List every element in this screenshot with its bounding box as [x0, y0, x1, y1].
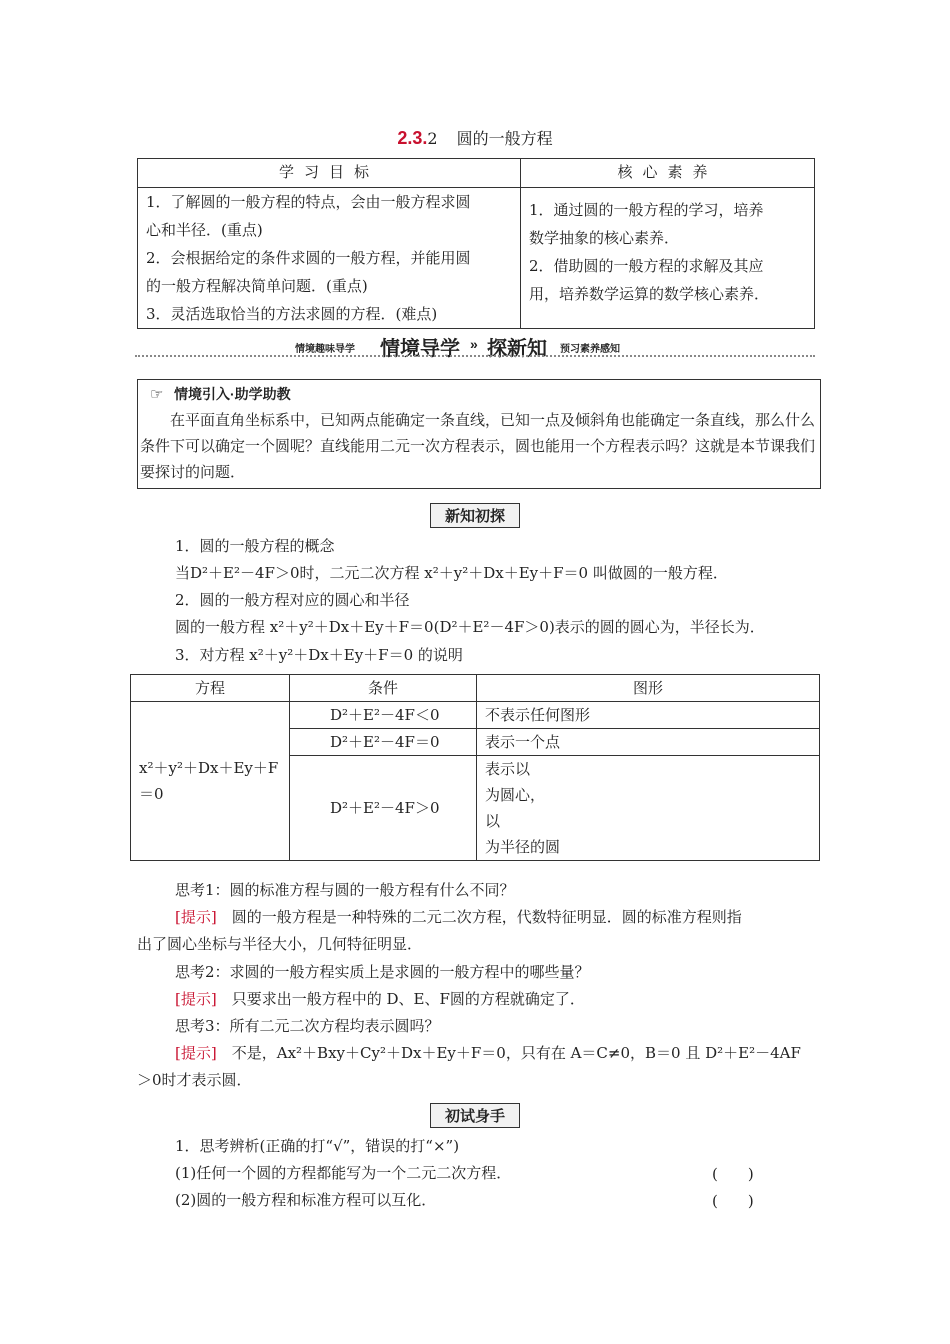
trial-instruction: 1．思考辨析(正确的打“√”，错误的打“×”) [175, 1137, 460, 1155]
objective-line: 心和半径．(重点) [146, 221, 263, 239]
think-3-question: 思考3：所有二元二次方程均表示圆吗？ [175, 1017, 440, 1035]
shape-line: 以 [485, 812, 501, 830]
cond-row-2-condition: D²＋E²－4F＝0 [290, 729, 477, 756]
think-1-question: 思考1：圆的标准方程与圆的一般方程有什么不同？ [175, 881, 515, 899]
objective-line: 1．了解圆的一般方程的特点，会由一般方程求圆 [146, 193, 471, 211]
objective-line: 2．会根据给定的条件求圆的一般方程，并能用圆 [146, 249, 471, 267]
intro-text: 在平面直角坐标系中，已知两点能确定一条直线，已知一点及倾斜角也能确定一条直线，那么什么条件下可以确定一个圆呢？直线能用二元一次方程表示，圆也能用一个方程表示吗？这就是本节课我们要探讨的问题． [140, 411, 816, 481]
concept-heading: 1．圆的一般方程的概念 [175, 537, 335, 555]
objectives-header-right: 核心素养 [521, 159, 815, 188]
center-radius-heading: 2．圆的一般方程对应的圆心和半径 [175, 591, 410, 609]
think-3-answer-text: 不是，Ax²＋Bxy＋Cy²＋Dx＋Ey＋F＝0，只有在 A＝C≠0，B＝0 且 D²＋E²－4AF [231, 1044, 801, 1062]
hand-icon: ☞ [150, 385, 164, 403]
cond-header-condition: 条件 [290, 675, 477, 702]
objectives-table [137, 158, 815, 329]
cond-row-3-shape [477, 756, 820, 861]
objectives-right-cell [521, 188, 815, 329]
shape-line: 为圆心， [485, 786, 546, 804]
new-knowledge-heading-wrap [0, 503, 950, 528]
objective-line: 的一般方程解决简单问题．(重点) [146, 277, 368, 295]
section-banner [135, 330, 815, 358]
banner-left-label: 情境趣味导学 [295, 344, 355, 355]
new-knowledge-heading: 新知初探 [430, 503, 520, 528]
section-title-text: 圆的一般方程 [456, 129, 553, 148]
answer-blank-2[interactable]: ( ) [712, 1192, 754, 1210]
cond-row-2-shape: 表示一个点 [477, 729, 820, 756]
concept-text: 当D²＋E²－4F＞0时，二元二次方程 x²＋y²＋Dx＋Ey＋F＝0 叫做圆的一般方程． [175, 564, 728, 582]
intro-heading: 情境引入·助学助教 [174, 386, 291, 402]
cond-equation-cell [131, 702, 290, 861]
center-radius-text: 圆的一般方程 x²＋y²＋Dx＋Ey＋F＝0(D²＋E²－4F＞0)表示的圆的圆心为，半径长为． [175, 618, 765, 636]
trial-item-1: (1)任何一个圆的方程都能写为一个二元二次方程． [175, 1164, 512, 1182]
equation-line: ＝0 [139, 785, 164, 803]
literacy-line: 数学抽象的核心素养． [529, 229, 680, 247]
objective-line: 3．灵活选取恰当的方法求圆的方程．(难点) [146, 305, 438, 323]
literacy-line: 用，培养数学运算的数学核心素养． [529, 285, 770, 303]
section-title [0, 126, 950, 149]
think-2-question: 思考2：求圆的一般方程实质上是求圆的一般方程中的哪些量？ [175, 963, 590, 981]
section-number: 2.3. [397, 128, 428, 148]
condition-table [130, 674, 820, 861]
objectives-left-cell [138, 188, 521, 329]
think-2-answer [175, 989, 585, 1009]
think-3-answer-cont: ＞0时才表示圆． [137, 1071, 252, 1089]
think-1-answer-text: 圆的一般方程是一种特殊的二元二次方程，代数特征明显．圆的标准方程则指 [231, 908, 742, 926]
think-3-answer [175, 1043, 801, 1063]
literacy-line: 2．借助圆的一般方程的求解及其应 [529, 257, 764, 275]
trial-heading: 初试身手 [430, 1103, 520, 1128]
banner-title-1: 情境导学 [380, 338, 460, 360]
trial-item-2: (2)圆的一般方程和标准方程可以互化． [175, 1191, 437, 1209]
answer-blank-1[interactable]: ( ) [712, 1165, 754, 1183]
section-subnumber: 2 [427, 129, 438, 148]
cond-header-equation: 方程 [131, 675, 290, 702]
think-1-answer-cont: 出了圆心坐标与半径大小，几何特征明显． [137, 935, 423, 953]
trial-heading-wrap [0, 1103, 950, 1128]
banner-divider [135, 355, 815, 357]
hint-tag: [提示] [175, 1044, 217, 1062]
chevron-icon: » [470, 336, 478, 352]
think-2-answer-text: 只要求出一般方程中的 D、E、F圆的方程就确定了． [231, 990, 585, 1008]
shape-line: 为半径的圆 [485, 838, 561, 856]
cond-row-1-condition: D²＋E²－4F＜0 [290, 702, 477, 729]
equation-line: x²＋y²＋Dx＋Ey＋F [139, 759, 279, 777]
cond-header-shape: 图形 [477, 675, 820, 702]
banner-right-label: 预习素养感知 [560, 344, 620, 355]
shape-line: 表示以 [485, 760, 531, 778]
cond-row-1-shape: 不表示任何图形 [477, 702, 820, 729]
hint-tag: [提示] [175, 990, 217, 1008]
hint-tag: [提示] [175, 908, 217, 926]
equation-note-heading: 3．对方程 x²＋y²＋Dx＋Ey＋F＝0 的说明 [175, 646, 463, 664]
banner-title-2: 探新知 [487, 338, 547, 360]
cond-row-3-condition: D²＋E²－4F＞0 [290, 756, 477, 861]
literacy-line: 1．通过圆的一般方程的学习，培养 [529, 201, 764, 219]
think-1-answer [175, 907, 742, 927]
intro-box [137, 379, 821, 489]
objectives-header-left: 学习目标 [138, 159, 521, 188]
